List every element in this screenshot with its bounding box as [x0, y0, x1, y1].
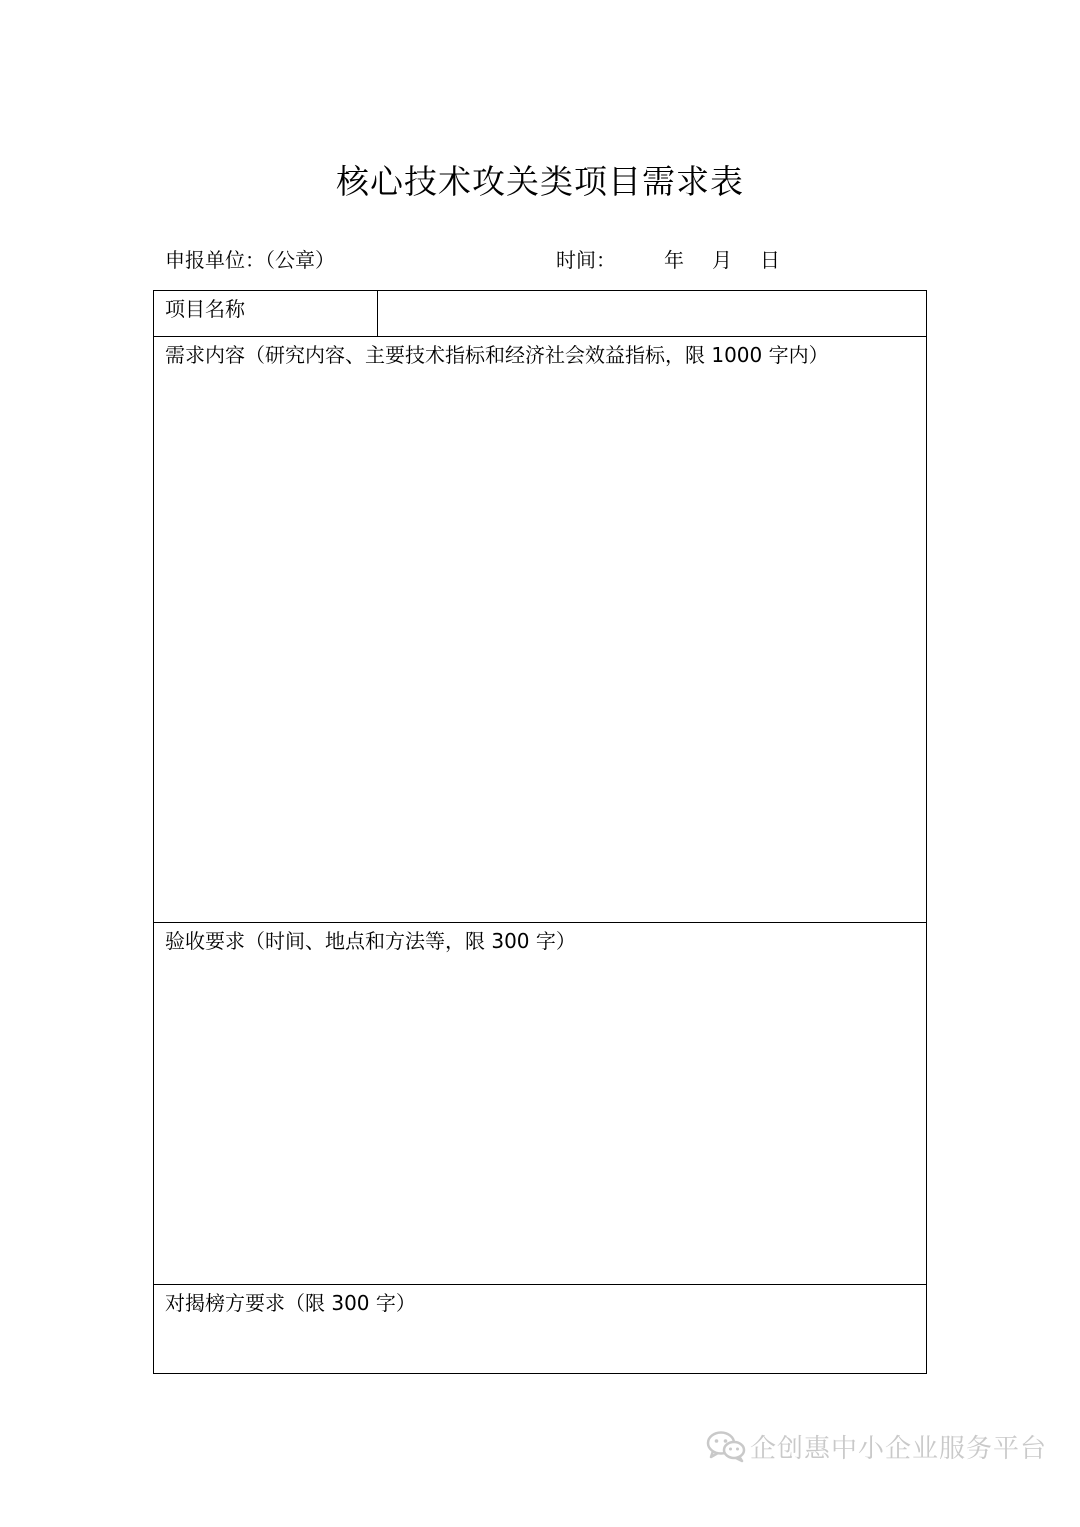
wechat-icon [706, 1429, 746, 1463]
bidder-requirements-row[interactable] [154, 1285, 926, 1373]
content-hint: （研究内容、主要技术指标和经济社会效益指标，限 1000 字内） [245, 343, 829, 367]
month-label: 月 [712, 248, 732, 272]
acceptance-label: 验收要求 [165, 929, 245, 953]
date-line [556, 244, 780, 276]
day-label: 日 [760, 248, 780, 272]
project-name-row [154, 291, 926, 337]
watermark-text: 企创惠中小企业服务平台 [750, 1433, 1048, 1464]
acceptance-hint: （时间、地点和方法等，限 300 字） [245, 929, 576, 953]
watermark [706, 1426, 1047, 1466]
applicant-label: 申报单位：（公章） [165, 248, 335, 272]
project-name-field[interactable] [378, 291, 926, 336]
year-label: 年 [664, 248, 684, 272]
page-title: 核心技术攻关类项目需求表 [336, 162, 744, 201]
project-name-label-cell [154, 291, 378, 336]
time-label: 时间： [556, 248, 616, 272]
bidder-label: 对揭榜方要求 [165, 1291, 285, 1315]
content-row[interactable] [154, 337, 926, 923]
project-name-label: 项目名称 [165, 297, 245, 321]
bidder-hint: （限 300 字） [285, 1291, 416, 1315]
content-label: 需求内容 [165, 343, 245, 367]
requirement-form-table [153, 290, 927, 1374]
acceptance-row[interactable] [154, 923, 926, 1285]
